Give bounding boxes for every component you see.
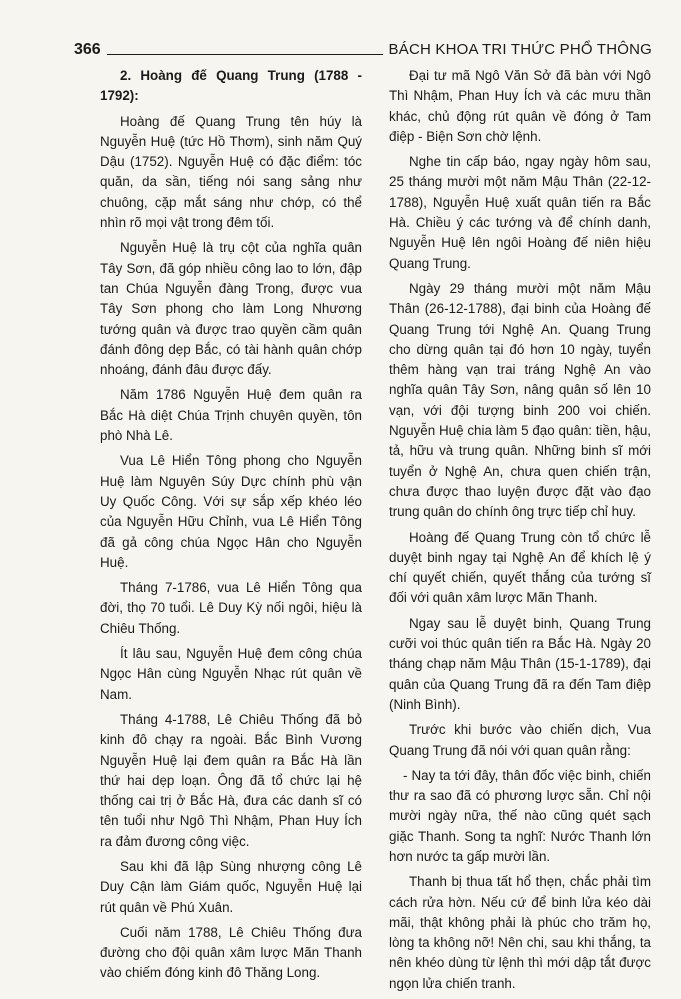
- paragraph: Vua Lê Hiển Tông phong cho Nguyễn Huệ làm Nguyên Súy Dực chính phù vận Uy Quốc Công. Với sự sắp xếp khéo léo của Nguyễn Hữu Chỉnh, vua Lê Hiển Tông đã gả công chúa Ngọc Hân cho Nguyễn Huệ.: [100, 453, 362, 570]
- left-column: [100, 66, 362, 989]
- page-number: 366: [74, 41, 101, 58]
- paragraph: Ngày 29 tháng mười một năm Mậu Thân (26-12-1788), đại binh của Hoàng đế Quang Trung tới Nghệ An. Quang Trung cho dừng quân tại đó hơn 10 ngày, tuyển thêm hàng vạn trai tráng Nghệ An vào nghĩa quân Tây Sơn, nâng quân số lên 10 vạn, với đội tượng binh 200 voi chiến. Nguyễn Huệ chia làm 5 đạo quân: tiền, hậu, tả, hữu và trung quân. Những binh sĩ mới tuyển ở Nghệ An, chưa quen chiến trận, chưa được thao luyện được đặt vào đạo trung quân do chính ông trực tiếp chỉ huy.: [389, 280, 651, 520]
- running-title: BÁCH KHOA TRI THỨC PHỔ THÔNG: [388, 41, 652, 58]
- paragraph: Hoàng đế Quang Trung còn tổ chức lễ duyệt binh ngay tại Nghệ An để khích lệ ý chí quyết chiến, quyết thắng của tướng sĩ đối với quân xâm lược Mãn Thanh.: [389, 529, 651, 606]
- paragraph: Năm 1786 Nguyễn Huệ đem quân ra Bắc Hà diệt Chúa Trịnh chuyên quyền, tôn phò Nhà Lê.: [100, 387, 362, 444]
- paragraph: Tháng 7-1786, vua Lê Hiển Tông qua đời, thọ 70 tuổi. Lê Duy Kỳ nối ngôi, hiệu là Chiêu Thống.: [100, 580, 362, 636]
- paragraph: Nguyễn Huệ là trụ cột của nghĩa quân Tây Sơn, đã góp nhiều công lao to lớn, đập tan Chúa Nguyễn đàng Trong, được vua Tây Sơn phong cho làm Long Nhương tướng quân và được trao quyền cầm quân đánh đông dẹp Bắc, có tài hành quân chớp nhoáng, đánh đâu được đấy.: [100, 240, 362, 378]
- paragraph: Sau khi đã lập Sùng nhượng công Lê Duy Cận làm Giám quốc, Nguyễn Huệ lại rút quân về Phú Xuân.: [100, 858, 362, 915]
- paragraph: Ngay sau lễ duyệt binh, Quang Trung cưỡi voi thúc quân tiến ra Bắc Hà. Ngày 20 tháng chạp năm Mậu Thân (15-1-1789), đại quân của Quang Trung đã ra đến Tam điệp (Ninh Bình).: [389, 615, 651, 712]
- paragraph: Cuối năm 1788, Lê Chiêu Thống đưa đường cho đội quân xâm lược Mãn Thanh vào chiếm đóng kinh đô Thăng Long.: [100, 924, 362, 981]
- paragraph: Trước khi bước vào chiến dịch, Vua Quang Trung đã nói với quan quân rằng:: [389, 722, 651, 758]
- right-column: [389, 66, 651, 999]
- section-heading: 2. Hoàng đế Quang Trung (1788 - 1792):: [100, 68, 362, 104]
- quoted-speech: - Nay ta tới đây, thân đốc việc binh, chiến thư ra sao đã có phương lược sẵn. Chỉ nội mười ngày nữa, thế nào cũng quét sạch giặc Thanh. Song ta nghĩ: Nước Thanh lớn hơn nước ta gấp mười lần.: [389, 767, 651, 864]
- paragraph: Ít lâu sau, Nguyễn Huệ đem công chúa Ngọc Hân cùng Nguyễn Nhạc rút quân về Nam.: [100, 646, 362, 702]
- page-header: [74, 38, 652, 58]
- paragraph: Thanh bị thua tất hổ thẹn, chắc phải tìm cách rửa hờn. Nếu cứ để binh lửa kéo dài mãi, thật không phải là phúc cho trăm họ, lòng ta không nỡ! Nên chi, sau khi thắng, ta nên khéo dùng từ lệnh thì mới dập tắt được ngọn lửa chiến tranh.: [389, 874, 651, 991]
- paragraph: Tháng 4-1788, Lê Chiêu Thống đã bỏ kinh đô chạy ra ngoài. Bắc Bình Vương Nguyễn Huệ lại đem quân ra Bắc Hà lần thứ hai dẹp loạn. Ông đã tổ chức lại hệ thống cai trị ở Bắc Hà, đưa các danh sĩ có tên tuổi như Ngô Thì Nhậm, Phan Huy Ích ra đảm đương công việc.: [100, 711, 362, 849]
- paragraph: Nghe tin cấp báo, ngay ngày hôm sau, 25 tháng mười một năm Mậu Thân (22-12-1788), Nguyễn Huệ xuất quân tiến ra Bắc Hà. Chiều ý các tướng và để chính danh, Nguyễn Huệ lên ngôi Hoàng đế niên hiệu Quang Trung.: [389, 154, 651, 271]
- header-rule: [107, 54, 383, 55]
- paragraph: Đại tư mã Ngô Văn Sở đã bàn với Ngô Thì Nhậm, Phan Huy Ích và các mưu thần khác, chủ động rút quân về đóng ở Tam điệp - Biện Sơn chờ lệnh.: [389, 68, 651, 144]
- paragraph: Hoàng đế Quang Trung tên húy là Nguyễn Huệ (tức Hồ Thơm), sinh năm Quý Dậu (1752). Nguyễn Huệ có đặc điểm: tóc quăn, da sần, tiếng nói sang sảng như chuông, cặp mắt sáng như chớp, có thể nhìn rõ mọi vật trong đêm tối.: [100, 113, 362, 231]
